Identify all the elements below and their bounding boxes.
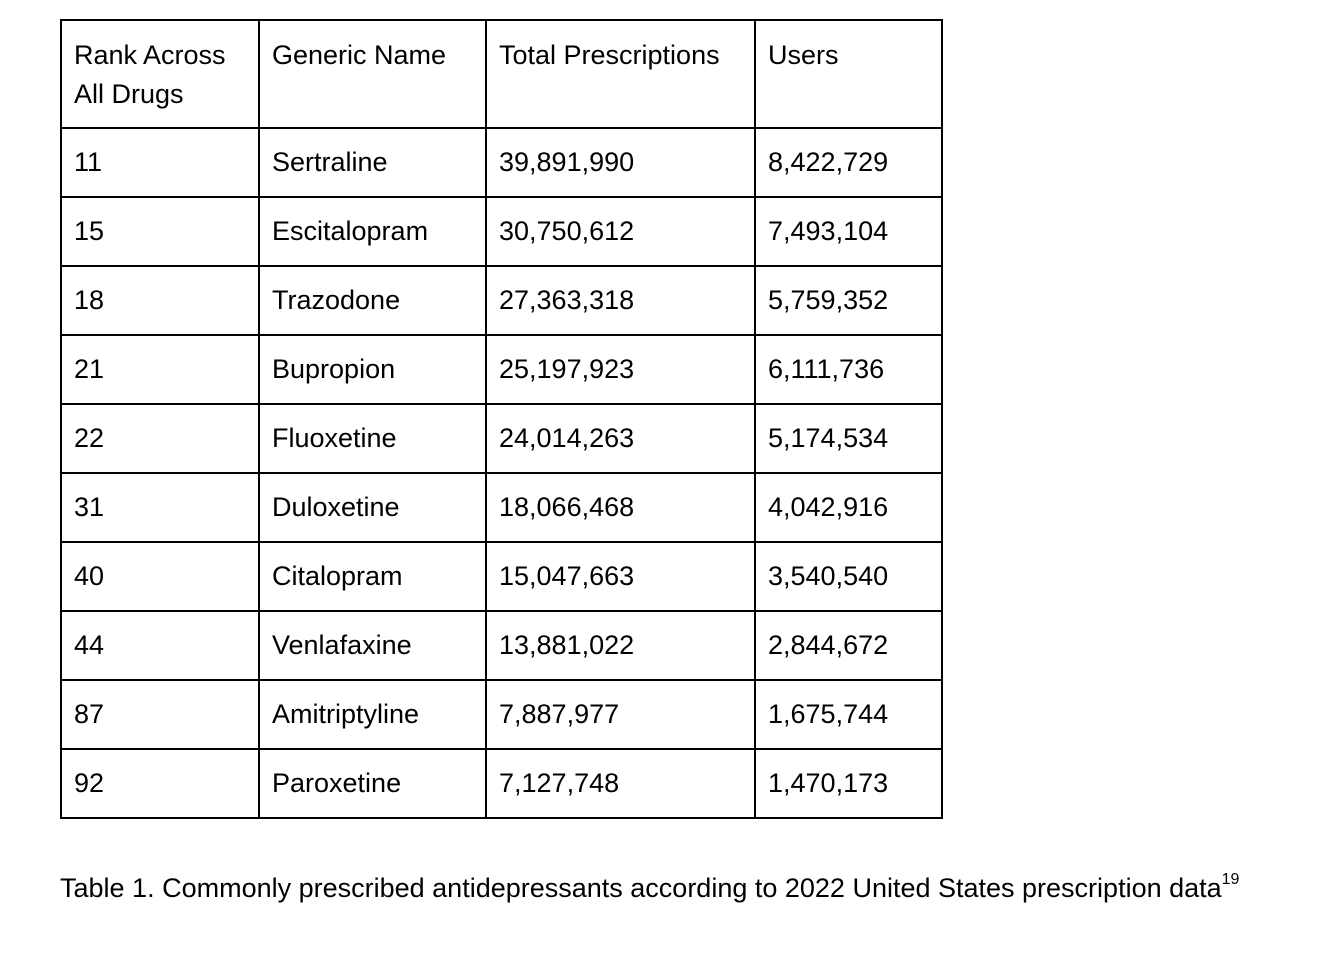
rank-cell: 87 — [61, 680, 259, 749]
table-row — [61, 404, 942, 473]
rank-cell: 15 — [61, 197, 259, 266]
users-cell: 5,174,534 — [755, 404, 942, 473]
header-users: Users — [755, 20, 942, 128]
total-prescriptions-cell: 18,066,468 — [486, 473, 755, 542]
users-cell: 4,042,916 — [755, 473, 942, 542]
table-row — [61, 128, 942, 197]
total-prescriptions-cell: 15,047,663 — [486, 542, 755, 611]
rank-cell: 22 — [61, 404, 259, 473]
table-row — [61, 680, 942, 749]
caption-text: Table 1. Commonly prescribed antidepressants according to 2022 United States prescription data — [60, 873, 1222, 903]
antidepressant-table — [60, 19, 943, 819]
users-cell: 5,759,352 — [755, 266, 942, 335]
rank-cell: 92 — [61, 749, 259, 818]
users-cell: 2,844,672 — [755, 611, 942, 680]
total-prescriptions-cell: 24,014,263 — [486, 404, 755, 473]
users-cell: 1,470,173 — [755, 749, 942, 818]
total-prescriptions-cell: 7,127,748 — [486, 749, 755, 818]
table-caption — [60, 869, 1300, 908]
table-row — [61, 197, 942, 266]
total-prescriptions-cell: 30,750,612 — [486, 197, 755, 266]
header-row — [61, 20, 942, 128]
generic-name-cell: Sertraline — [259, 128, 486, 197]
generic-name-cell: Trazodone — [259, 266, 486, 335]
generic-name-cell: Amitriptyline — [259, 680, 486, 749]
generic-name-cell: Escitalopram — [259, 197, 486, 266]
users-cell: 3,540,540 — [755, 542, 942, 611]
total-prescriptions-cell: 7,887,977 — [486, 680, 755, 749]
users-cell: 6,111,736 — [755, 335, 942, 404]
rank-cell: 44 — [61, 611, 259, 680]
header-total-prescriptions: Total Prescriptions — [486, 20, 755, 128]
rank-cell: 40 — [61, 542, 259, 611]
table-row — [61, 335, 942, 404]
header-generic-name: Generic Name — [259, 20, 486, 128]
total-prescriptions-cell: 27,363,318 — [486, 266, 755, 335]
generic-name-cell: Duloxetine — [259, 473, 486, 542]
generic-name-cell: Fluoxetine — [259, 404, 486, 473]
citation-superscript: 19 — [1221, 871, 1240, 888]
table-row — [61, 542, 942, 611]
table-row — [61, 473, 942, 542]
generic-name-cell: Venlafaxine — [259, 611, 486, 680]
rank-cell: 21 — [61, 335, 259, 404]
users-cell: 1,675,744 — [755, 680, 942, 749]
users-cell: 8,422,729 — [755, 128, 942, 197]
total-prescriptions-cell: 25,197,923 — [486, 335, 755, 404]
table-row — [61, 749, 942, 818]
generic-name-cell: Citalopram — [259, 542, 486, 611]
total-prescriptions-cell: 13,881,022 — [486, 611, 755, 680]
generic-name-cell: Paroxetine — [259, 749, 486, 818]
rank-cell: 18 — [61, 266, 259, 335]
rank-cell: 31 — [61, 473, 259, 542]
table-row — [61, 611, 942, 680]
header-rank: Rank Across All Drugs — [61, 20, 259, 128]
users-cell: 7,493,104 — [755, 197, 942, 266]
generic-name-cell: Bupropion — [259, 335, 486, 404]
table-row — [61, 266, 942, 335]
rank-cell: 11 — [61, 128, 259, 197]
total-prescriptions-cell: 39,891,990 — [486, 128, 755, 197]
table-body — [61, 20, 942, 818]
